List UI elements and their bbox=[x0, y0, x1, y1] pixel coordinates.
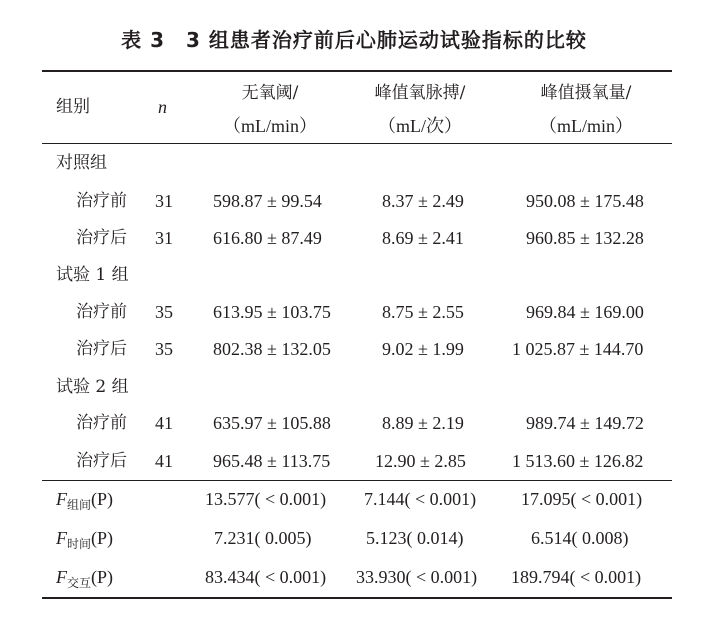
row-label: 治疗前 bbox=[76, 191, 127, 211]
row-at: 616.80 ± 87.49 bbox=[213, 228, 322, 248]
row-at: 598.87 ± 99.54 bbox=[213, 191, 322, 211]
row-vo2: 1 513.60 ± 126.82 bbox=[512, 451, 644, 471]
group-label: 试验 1 组 bbox=[56, 265, 129, 285]
bottom-rule bbox=[42, 597, 672, 599]
top-rule bbox=[42, 70, 672, 72]
row-vo2: 989.74 ± 149.72 bbox=[526, 413, 644, 433]
stat-vo2: 17.095( < 0.001) bbox=[521, 489, 643, 509]
row-o2pulse: 12.90 ± 2.85 bbox=[375, 451, 466, 471]
row-o2pulse: 9.02 ± 1.99 bbox=[382, 339, 464, 359]
header-at-line1: 无氧阈/ bbox=[241, 83, 299, 103]
stat-label: $F_{交互}(P)$ bbox=[56, 567, 114, 590]
stat-at: 83.434( < 0.001) bbox=[205, 567, 327, 587]
row-n: 41 bbox=[155, 413, 173, 433]
table-title: 表 3 3 组患者治疗前后心肺运动试验指标的比较 bbox=[121, 28, 587, 52]
row-label: 治疗后 bbox=[76, 339, 127, 359]
header-vo2-line2: （mL/min） bbox=[539, 116, 633, 136]
row-at: 613.95 ± 103.75 bbox=[213, 302, 331, 322]
row-label: 治疗后 bbox=[76, 451, 127, 471]
stat-at: 7.231( 0.005) bbox=[214, 528, 312, 548]
row-n: 31 bbox=[155, 228, 173, 248]
row-o2pulse: 8.69 ± 2.41 bbox=[382, 228, 464, 248]
row-n: 41 bbox=[155, 451, 173, 471]
row-at: 635.97 ± 105.88 bbox=[213, 413, 331, 433]
header-vo2-line1: 峰值摄氧量/ bbox=[540, 83, 632, 103]
row-n: 35 bbox=[155, 302, 173, 322]
row-vo2: 950.08 ± 175.48 bbox=[526, 191, 644, 211]
stat-o2pulse: 5.123( 0.014) bbox=[366, 528, 464, 548]
row-o2pulse: 8.75 ± 2.55 bbox=[382, 302, 464, 322]
row-n: 31 bbox=[155, 191, 173, 211]
row-label: 治疗前 bbox=[76, 302, 127, 322]
row-at: 802.38 ± 132.05 bbox=[213, 339, 331, 359]
group-label: 试验 2 组 bbox=[56, 377, 129, 397]
header-at-line2: （mL/min） bbox=[223, 116, 317, 136]
stat-label: $F_{组间}(P)$ bbox=[56, 489, 114, 512]
row-label: 治疗前 bbox=[76, 413, 127, 433]
stat-vo2: 189.794( < 0.001) bbox=[511, 567, 642, 587]
row-vo2: 969.84 ± 169.00 bbox=[526, 302, 644, 322]
header-o2pulse-line2: （mL/次） bbox=[378, 116, 462, 136]
header-rule bbox=[42, 143, 672, 144]
stat-at: 13.577( < 0.001) bbox=[205, 489, 327, 509]
stat-o2pulse: 7.144( < 0.001) bbox=[364, 489, 477, 509]
row-vo2: 1 025.87 ± 144.70 bbox=[512, 339, 644, 359]
header-n: n bbox=[158, 97, 167, 117]
header-o2pulse-line1: 峰值氧脉搏/ bbox=[374, 83, 466, 103]
row-n: 35 bbox=[155, 339, 173, 359]
row-vo2: 960.85 ± 132.28 bbox=[526, 228, 644, 248]
stat-label: $F_{时间}(P)$ bbox=[56, 528, 114, 551]
stats-rule bbox=[42, 480, 672, 481]
stat-vo2: 6.514( 0.008) bbox=[531, 528, 629, 548]
row-o2pulse: 8.89 ± 2.19 bbox=[382, 413, 464, 433]
header-group: 组别 bbox=[56, 97, 90, 117]
row-label: 治疗后 bbox=[76, 228, 127, 248]
row-o2pulse: 8.37 ± 2.49 bbox=[382, 191, 464, 211]
row-at: 965.48 ± 113.75 bbox=[213, 451, 331, 471]
stat-o2pulse: 33.930( < 0.001) bbox=[356, 567, 478, 587]
group-label: 对照组 bbox=[56, 153, 107, 173]
